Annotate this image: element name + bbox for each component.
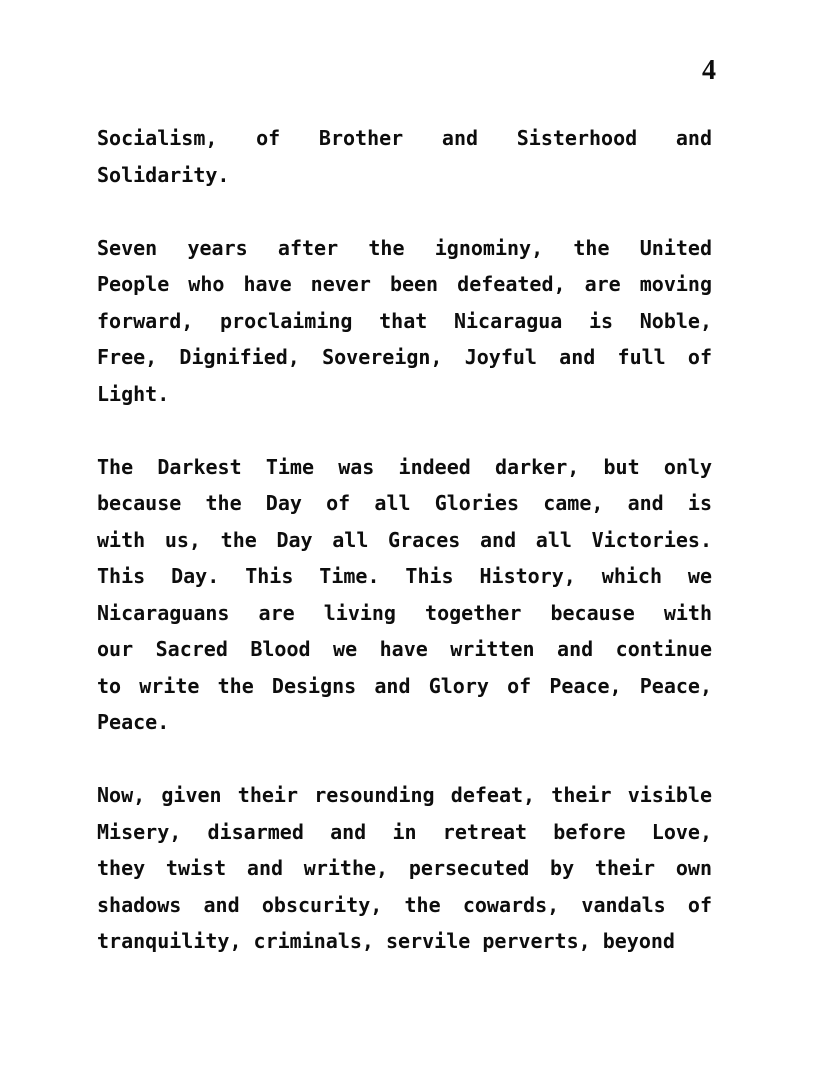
text-line: Solidarity. bbox=[97, 162, 230, 187]
text-line: This Day. This Time. This History, which we bbox=[97, 564, 712, 588]
text-line: our Sacred Blood we have written and continue bbox=[97, 637, 712, 661]
text-line: People who have never been defeated, are moving bbox=[97, 272, 712, 296]
text-line: Now, given their resounding defeat, their visible bbox=[97, 783, 712, 807]
text-line: Socialism, of Brother and Sisterhood and bbox=[97, 126, 712, 150]
text-line: forward, proclaiming that Nicaragua is Noble, bbox=[97, 308, 712, 333]
text-line: Free, Dignified, Sovereign, Joyful and full of bbox=[97, 345, 712, 369]
text-line: to write the Designs and Glory of Peace, Peace, bbox=[97, 673, 712, 698]
text-line: The Darkest Time was indeed darker, but only bbox=[97, 454, 712, 479]
text-line: tranquility, criminals, servile perverts, beyond bbox=[97, 929, 675, 953]
document-body bbox=[97, 120, 712, 960]
paragraph bbox=[97, 777, 712, 960]
text-line: Peace. bbox=[97, 710, 170, 734]
text-line: Seven years after the ignominy, the United bbox=[97, 235, 712, 260]
text-line: Nicaraguans are living together because with bbox=[97, 600, 712, 625]
page-number: 4 bbox=[702, 55, 716, 86]
paragraph bbox=[97, 230, 712, 413]
text-line: with us, the Day all Graces and all Victories. bbox=[97, 527, 712, 552]
paragraph bbox=[97, 120, 712, 193]
text-line: because the Day of all Glories came, and is bbox=[97, 491, 712, 515]
text-line: they twist and writhe, persecuted by their own bbox=[97, 856, 712, 880]
text-line: shadows and obscurity, the cowards, vandals of bbox=[97, 892, 712, 917]
text-line: Light. bbox=[97, 381, 170, 406]
text-line: Misery, disarmed and in retreat before Love, bbox=[97, 819, 712, 844]
paragraph bbox=[97, 449, 712, 741]
